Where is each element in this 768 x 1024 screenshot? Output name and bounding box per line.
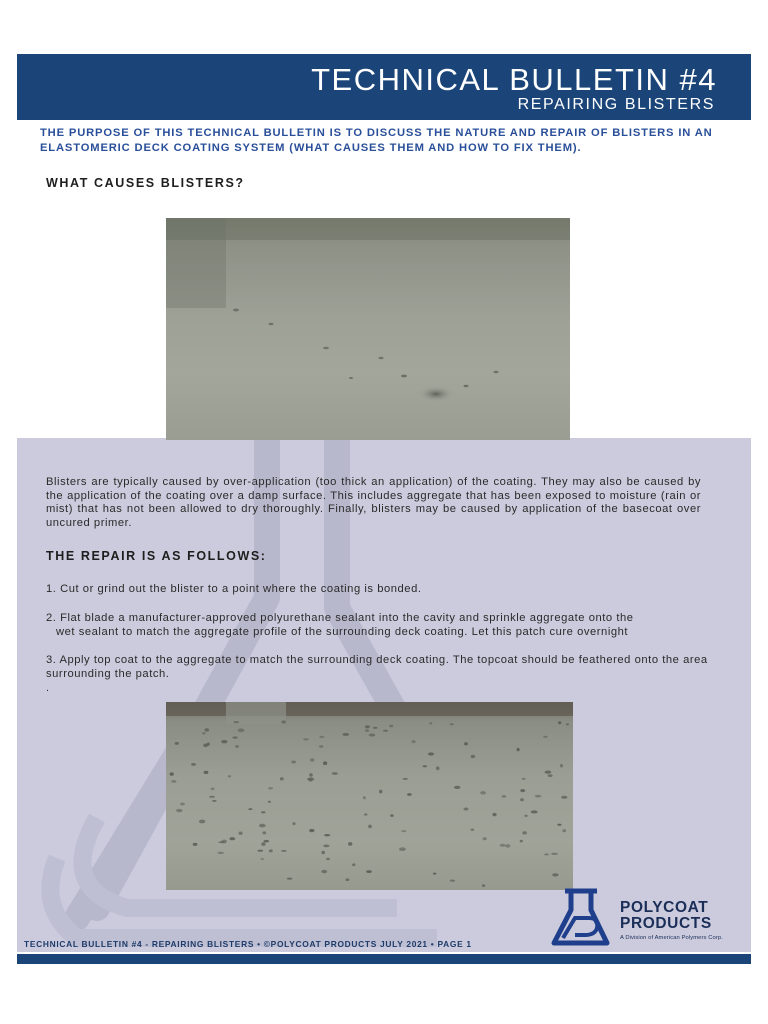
patch-mark [436,766,440,770]
header-banner [17,54,751,120]
patch-mark [383,730,388,732]
patch-mark [379,790,382,794]
patch-mark [407,793,412,796]
patch-mark [321,870,327,874]
repair-step-2-line-2: wet sealant to match the aggregate profile of the surrounding deck coating. Let this patch cure overnight [56,625,629,638]
patch-mark [561,796,567,799]
patch-mark [232,736,237,738]
patch-mark [535,795,541,798]
patch-mark [557,824,561,826]
patch-mark [221,740,227,743]
patch-mark [309,829,314,832]
patch-mark [373,727,378,729]
patch-mark [517,748,520,751]
company-name-line-1: POLYCOAT [620,899,709,916]
causes-heading: WHAT CAUSES BLISTERS? [46,176,245,190]
patch-mark [389,725,393,728]
patch-mark [492,813,496,816]
patch-mark [209,796,215,798]
patch-mark [323,761,327,765]
repair-step-1: 1. Cut or grind out the blister to a point where the coating is bonded. [46,583,422,595]
patch-mark [264,840,270,843]
patch-mark [471,829,475,831]
causes-paragraph: Blisters are typically caused by over-application (too thick an application) of the coating. They may also be caused by the application of the coating over a damp surface. This includes aggregate that has been exposed to moisture (rain or mist) that has not been allowed to dry thoroughly. Finally, blisters may be caused by application of the basecoat over uncured primer. [46,476,701,529]
patch-mark [176,809,182,812]
patch-mark [261,811,265,813]
patch-mark [170,772,174,775]
patch-mark [520,798,524,801]
patch-mark [480,791,486,794]
patch-mark [281,850,287,852]
patch-mark [309,773,313,777]
company-name [620,900,712,932]
patch-mark [428,752,434,755]
patch-mark [191,763,196,766]
patch-mark [248,808,252,810]
patch-mark [558,721,561,724]
patch-mark [324,834,330,836]
patch-mark [520,840,523,843]
deck-surface-image [166,218,570,440]
repair-step-3: 3. Apply top coat to the aggregate to match the surrounding deck coating. The topcoat should be feathered onto the area surrounding the patch. [46,654,708,680]
patch-mark [369,734,376,737]
patch-mark [544,853,549,855]
patch-mark [280,777,284,780]
patch-mark [368,825,372,829]
patch-mark [180,803,185,806]
footer-caption: TECHNICAL BULLETIN #4 - REPAIRING BLISTERS • ©POLYCOAT PRODUCTS JULY 2021 • PAGE 1 [24,939,472,949]
patch-mark [399,847,406,851]
patch-mark [310,758,314,761]
patch-mark [562,829,566,832]
patch-mark [522,778,526,780]
patch-mark [307,778,314,781]
patch-mark [483,837,487,840]
patch-mark [543,736,547,738]
patch-mark [545,771,552,774]
patch-mark [566,723,569,725]
patch-mark [268,787,273,789]
patch-mark [292,822,295,825]
patch-mark [202,732,206,734]
patch-mark [175,742,179,745]
patch-mark [260,858,264,860]
repaired-deck-photo [166,702,573,890]
patch-mark [238,728,245,732]
patch-mark [500,844,506,847]
patch-mark [268,801,271,803]
patch-mark [401,830,406,832]
patch-mark [319,736,324,738]
patch-mark [332,772,338,775]
patch-mark [390,814,393,817]
repair-step-2-line-1: 2. Flat blade a manufacturer-approved polyurethane sealant into the cavity and sprinkle aggregate onto the [46,612,634,624]
patch-mark [450,723,454,725]
company-name-line-2: PRODUCTS [620,915,712,932]
patch-mark [560,764,563,767]
company-tagline: A Division of American Polymers Corp. [620,935,723,941]
patch-mark [239,832,243,835]
flask-logo-icon [549,888,615,950]
patch-mark [412,740,416,743]
patch-mark [257,850,263,852]
patch-mark [365,725,370,728]
patch-mark [363,796,366,799]
patch-mark [171,780,176,783]
patch-mark [463,808,468,811]
patch-mark [348,842,352,846]
patch-mark [199,820,205,824]
patch-mark [193,843,198,846]
patch-mark [217,852,224,854]
stray-mark: . [46,682,50,694]
patch-mark [291,761,296,764]
patch-mark [531,810,538,813]
patch-mark [319,745,323,747]
patch-mark [524,815,527,817]
patch-mark [364,813,367,815]
patch-mark [548,774,553,777]
patch-mark [471,755,475,758]
patch-mark [212,800,217,802]
patch-mark [522,831,526,834]
patch-mark [205,728,210,731]
patch-mark [403,778,409,780]
patch-mark [502,795,507,797]
patch-mark [365,729,369,732]
bulletin-title: TECHNICAL BULLETIN #4 [311,62,717,97]
patch-mark [366,870,372,873]
patch-mark [464,742,468,745]
deck-patches-image [166,702,573,890]
patch-mark [423,765,427,767]
patch-mark [263,831,267,834]
patch-mark [342,733,349,736]
patch-mark [433,873,436,875]
patch-mark [261,842,265,846]
patch-mark [287,878,292,880]
patch-mark [429,722,432,724]
bulletin-subtitle: REPAIRING BLISTERS [517,96,715,113]
purpose-statement: THE PURPOSE OF THIS TECHNICAL BULLETIN IS TO DISCUSS THE NATURE AND REPAIR OF BLISTERS IN AN ELASTOMERIC DECK COATING SYSTEM (WHAT CAUSES THEM AND HOW TO FIX THEM). [40,127,713,154]
patch-mark [269,849,273,852]
footer-band [17,954,751,964]
patch-mark [259,824,266,828]
patch-mark [326,858,330,860]
patch-mark [228,775,231,777]
patch-mark [222,840,227,844]
patch-mark [552,873,558,876]
patch-mark [454,786,460,789]
patch-mark [321,851,325,854]
patch-mark [235,745,239,747]
patch-mark [323,845,329,848]
patch-mark [520,789,525,792]
patch-mark [229,837,235,840]
patch-mark [450,880,455,882]
patch-mark [234,721,239,723]
patch-mark [551,853,558,855]
patch-mark [482,884,485,887]
patch-mark [303,738,309,740]
patch-mark [352,863,355,866]
patch-mark [505,844,510,848]
patch-mark [346,878,350,881]
repair-heading: THE REPAIR IS AS FOLLOWS: [46,549,267,563]
patch-mark [207,743,210,746]
repair-step-2 [46,612,716,639]
patch-mark [211,788,215,791]
patch-mark [204,771,209,774]
patch-mark [281,720,286,723]
blistered-deck-photo [166,218,570,440]
